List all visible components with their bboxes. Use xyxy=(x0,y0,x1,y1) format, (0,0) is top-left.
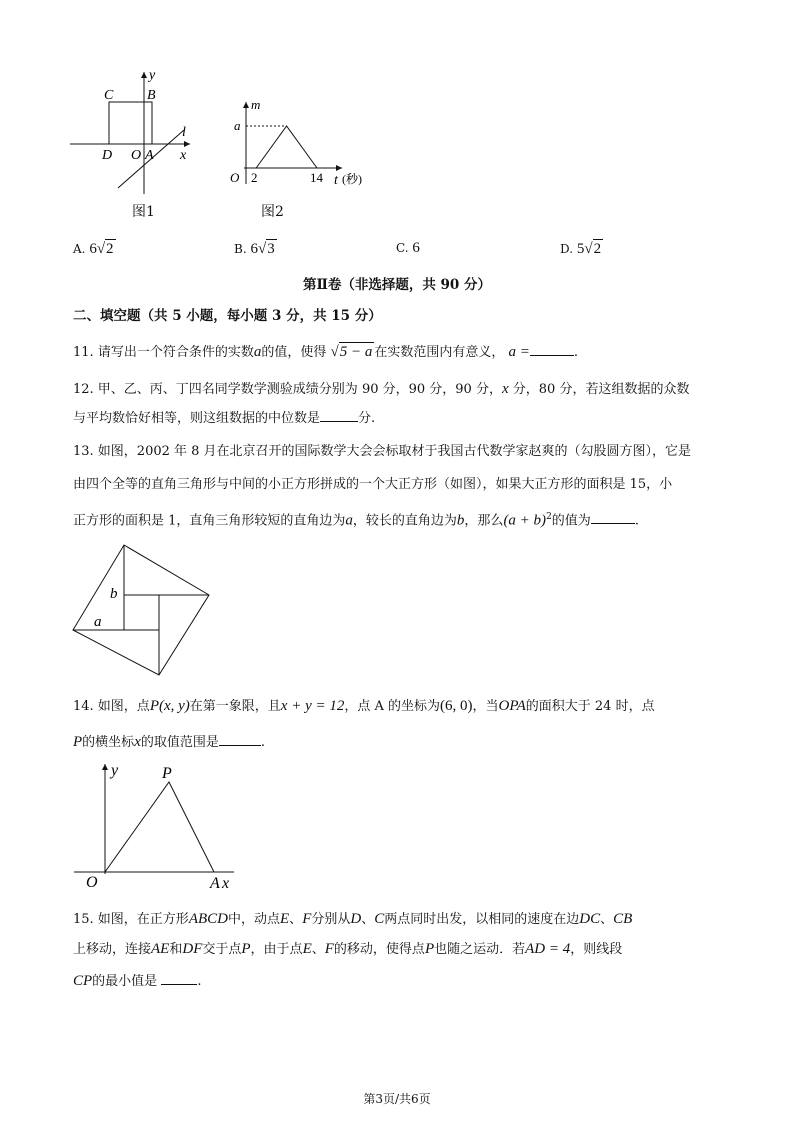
page-footer: 第3页/共6页 xyxy=(363,1092,431,1106)
option-c[interactable]: C. 6 xyxy=(396,240,420,256)
q13-outer-square xyxy=(73,545,209,675)
fig1-label-O: O xyxy=(131,148,142,163)
q13-expression: (a + b) xyxy=(503,512,547,529)
fig1-square xyxy=(109,102,152,144)
fig2-label-m: m xyxy=(251,97,261,112)
q11-answer-blank[interactable] xyxy=(530,343,574,356)
fig2-tick-14: 14 xyxy=(310,170,323,185)
q13-fig-label-b: b xyxy=(110,586,118,602)
question-13-line-2: 由四个全等的直角三角形与中间的小正方形拼成的一个大正方形（如图），如果大正方形的面积是 15，小 xyxy=(73,477,673,492)
fig1-label-l: l xyxy=(182,125,186,140)
question-13-line-1: 13. 如图，2002 年 8 月在北京召开的国际数学大会会标取材于我国古代数学家赵爽的（勾股圆方图），它是 xyxy=(73,444,692,459)
fig1-label-C: C xyxy=(104,88,114,103)
q14-fig-label-A: A xyxy=(210,875,220,892)
question-14-line-2: P的横坐标x的取值范围是 . xyxy=(73,734,266,750)
fig1-label-B: B xyxy=(147,88,156,103)
option-b[interactable]: B. 6√3 xyxy=(234,241,275,257)
fig1-caption-text: 图1 xyxy=(132,204,155,220)
question-15-line-3: CP的最小值是 . xyxy=(73,973,202,989)
fig1-label-x: x xyxy=(180,148,187,163)
question-12-line-2: 与平均数恰好相等，则这组数据的中位数是 分. xyxy=(73,411,376,426)
option-a-radicand: 2 xyxy=(106,241,114,257)
fig1-label-D: D xyxy=(102,148,113,163)
figure-2 xyxy=(224,96,374,196)
question-11: 11. 请写出一个符合条件的实数a的值，使得 √5 − a 在实数范围内有意义， a = . xyxy=(73,344,579,360)
option-d[interactable]: D. 5√2 xyxy=(560,241,602,257)
question-15-line-1: 15. 如图，在正方形ABCD中，动点E、F分别从D、C两点同时出发，以相同的速度在边DC、CB xyxy=(73,911,633,927)
option-d-radicand: 2 xyxy=(593,241,602,257)
fig2-caption-text: 图2 xyxy=(261,204,284,220)
section-title: 第Ⅱ卷（非选择题，共 90 分） xyxy=(302,277,492,293)
q14-figure xyxy=(74,758,244,894)
fig1-label-y: y xyxy=(149,68,156,83)
q13-answer-blank[interactable] xyxy=(591,511,635,524)
question-14-line-1: 14. 如图，点P(x, y)在第一象限，且x + y = 12，点 A 的坐标为(6, 0)，当OPA的面积大于 24 时，点 xyxy=(73,698,655,714)
fig2-label-t: t xyxy=(334,173,338,188)
option-a[interactable]: A. 6√2 xyxy=(73,241,114,257)
q14-fig-label-y: y xyxy=(111,762,119,779)
q13-figure xyxy=(66,540,218,680)
q13-fig-label-a: a xyxy=(94,614,102,630)
fig2-label-unit: (秒) xyxy=(342,172,362,186)
figure-1 xyxy=(62,66,202,201)
q14-fig-label-x: x xyxy=(222,875,230,892)
fig1-label-A: A xyxy=(145,148,154,163)
fig2-series-line xyxy=(256,126,317,168)
q15-answer-blank[interactable] xyxy=(161,972,197,985)
part-title: 二、填空题（共 5 小题，每小题 3 分，共 15 分） xyxy=(73,308,382,324)
q13-inner-square xyxy=(124,595,159,630)
q14-fig-label-P: P xyxy=(162,765,172,782)
q11-radicand: 5 − a xyxy=(339,344,373,360)
fig2-label-O: O xyxy=(230,170,240,185)
q14-answer-blank[interactable] xyxy=(219,733,261,746)
question-13-line-3: 正方形的面积是 1，直角三角形较短的直角边为a，较长的直角边为b，那么$(a + b)^2$的值为 . xyxy=(73,512,639,529)
question-15-line-2: 上移动，连接AE和DF交于点P，由于点E、F的移动，使得点P也随之运动．若AD = 4，则线段 xyxy=(73,941,623,957)
fig2-label-a: a xyxy=(234,118,241,133)
question-12-line-1: 12. 甲、乙、丙、丁四名同学数学测验成绩分别为 90 分，90 分，90 分，x 分，80 分，若这组数据的众数 xyxy=(73,381,690,397)
q14-triangle-OPA xyxy=(105,782,214,872)
q12-answer-blank[interactable] xyxy=(320,409,358,422)
q14-fig-label-O: O xyxy=(86,874,98,891)
option-b-radicand: 3 xyxy=(267,241,275,257)
fig2-tick-2: 2 xyxy=(251,170,258,185)
